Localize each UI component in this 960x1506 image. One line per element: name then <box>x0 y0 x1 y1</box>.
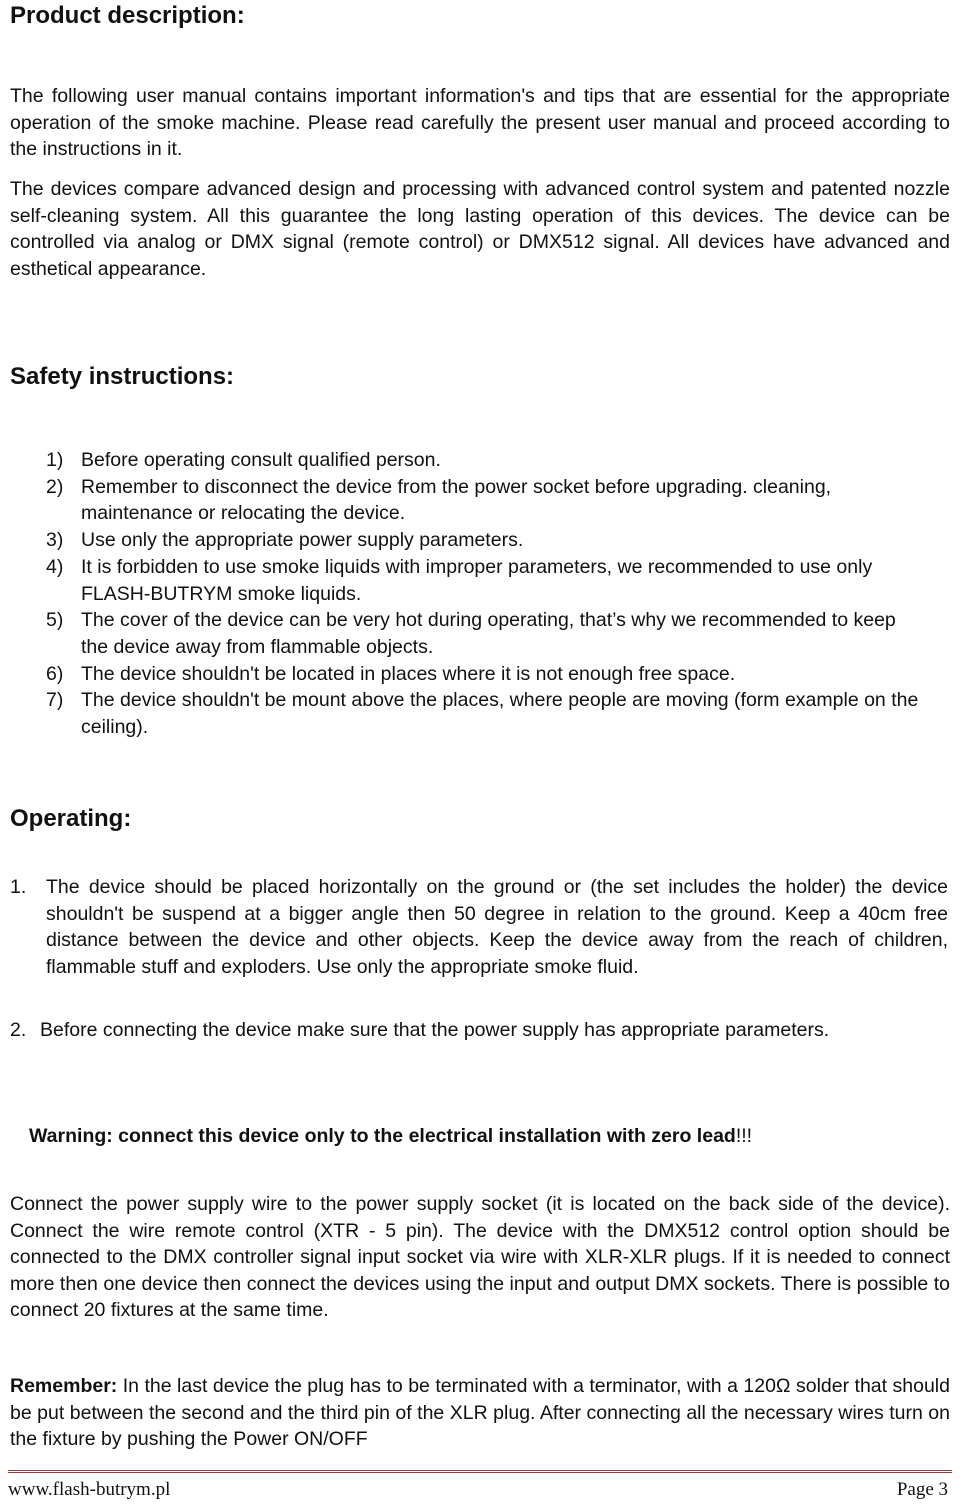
safety-item-text: The device shouldn't be mount above the places, where people are moving (form example on the ceiling). <box>81 689 919 739</box>
safety-item-number: 1) <box>46 449 64 471</box>
safety-item <box>46 447 920 474</box>
safety-item-number: 7) <box>46 689 64 712</box>
safety-item <box>46 527 920 554</box>
footer-page-number: Page 3 <box>896 1479 948 1500</box>
operating-item-number: 1. <box>10 876 27 898</box>
safety-item-number: 5) <box>46 609 64 632</box>
safety-item <box>46 474 920 527</box>
operating-heading: Operating: <box>10 805 132 832</box>
product-description-heading: Product description: <box>10 2 245 29</box>
safety-item-number: 2) <box>46 475 64 498</box>
safety-item-text: Before operating consult qualified person. <box>81 449 441 471</box>
warning-exclamation: !!! <box>735 1125 753 1147</box>
safety-item-text: The device shouldn't be located in places where it is not enough free space. <box>81 662 736 685</box>
remember-paragraph <box>10 1373 950 1453</box>
operating-item <box>10 1017 870 1044</box>
safety-list <box>46 447 920 741</box>
product-intro-paragraph: The following user manual contains important information's and tips that are essential for the appropriate operation of the smoke machine. Please read carefully the present user manual and proceed according to the instructions in it. <box>10 85 950 160</box>
operating-list-continued <box>10 1017 870 1044</box>
operating-item-text: The device should be placed horizontally on the ground or (the set includes the holder) the device shouldn't be suspend at a bigger angle then 50 degree in relation to the ground. Keep a 40cm free distance between the device and other objects. Keep the device away from the reach of children, flammable stuff and exploders. Use only the appropriate smoke fluid. <box>46 876 948 978</box>
safety-item <box>46 554 920 607</box>
safety-instructions-heading: Safety instructions: <box>10 363 235 390</box>
safety-item-text: It is forbidden to use smoke liquids with improper parameters, we recommended to use only FLASH-BUTRYM smoke liquids. <box>81 555 873 605</box>
operating-list <box>10 874 948 980</box>
zero-lead-warning <box>29 1123 950 1149</box>
safety-item-text: The cover of the device can be very hot during operating, that’s why we recommended to keep the device away from flammable objects. <box>81 609 896 658</box>
warning-text: Warning: connect this device only to the electrical installation with zero lead <box>29 1125 736 1147</box>
safety-item <box>46 607 920 660</box>
remember-text: In the last device the plug has to be terminated with a terminator, with a 120Ω solder that should be put between the second and the third pin of the XLR plug. After connecting all the necessary wires turn on the fixture by pushing the Power ON/OFF <box>10 1375 950 1450</box>
safety-item <box>46 687 920 740</box>
safety-item <box>46 661 920 688</box>
remember-label: Remember: <box>10 1375 118 1397</box>
operating-item <box>10 874 948 980</box>
operating-item-text: Before connecting the device make sure that the power supply has appropriate parameters. <box>40 1019 830 1041</box>
connection-paragraph: Connect the power supply wire to the power supply socket (it is located on the back side of the device). Connect the wire remote control (XTR - 5 pin). The device with the DMX512 control option should be connected to the DMX controller signal input socket via wire with XLR-XLR plugs. If it is needed to connect more then one device then connect the devices using the input and output DMX sockets. There is possible to connect 20 fixtures at the same time. <box>10 1193 950 1321</box>
operating-item-number: 2. <box>10 1019 27 1041</box>
safety-item-number: 3) <box>46 529 64 552</box>
safety-item-text: Use only the appropriate power supply parameters. <box>81 529 524 552</box>
footer-website-link[interactable]: www.flash-butrym.pl <box>8 1479 171 1500</box>
product-features-paragraph: The devices compare advanced design and processing with advanced control system and patented nozzle self-cleaning system. All this guarantee the long lasting operation of this devices. The device can be controlled via analog or DMX signal (remote control) or DMX512 signal. All devices have advanced and esthetical appearance. <box>10 178 950 280</box>
safety-item-text: Remember to disconnect the device from the power socket before upgrading. cleaning, maintenance or relocating the device. <box>81 475 832 525</box>
safety-item-number: 4) <box>46 555 64 578</box>
safety-item-number: 6) <box>46 662 64 685</box>
footer-divider <box>8 1470 952 1473</box>
